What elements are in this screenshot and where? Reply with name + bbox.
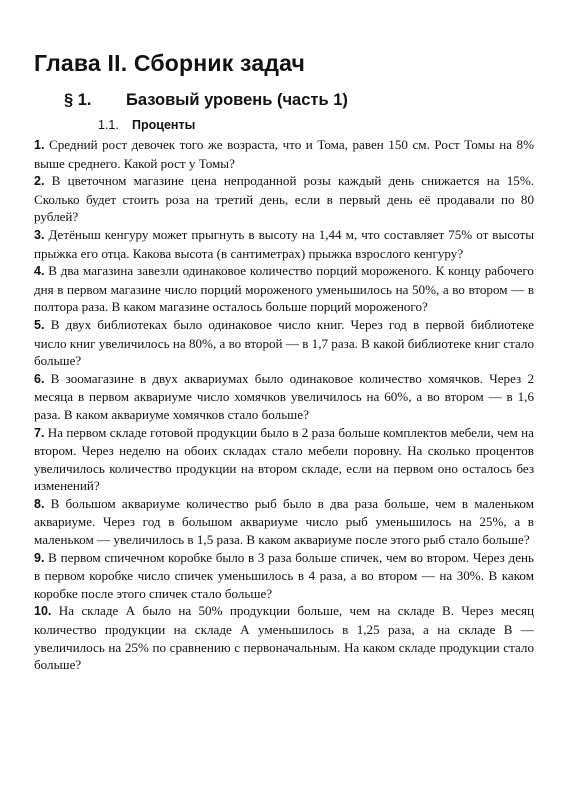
problem-item bbox=[34, 136, 534, 172]
problem-number: 7. bbox=[34, 425, 45, 440]
problem-item bbox=[34, 172, 534, 226]
problem-text: В зоомагазине в двух аквариумах было одинаковое количество хомячков. Через 2 месяца в первом аквариуме число хомячков увеличилось на 60%, а во втором — в 1,6 раза. В каком аквариуме хомячков стало больше? bbox=[34, 370, 534, 422]
section-heading bbox=[64, 91, 534, 110]
problem-number: 9. bbox=[34, 550, 45, 565]
problem-item bbox=[34, 549, 534, 603]
problem-item bbox=[34, 262, 534, 316]
problem-number: 5. bbox=[34, 317, 45, 332]
problem-number: 8. bbox=[34, 496, 45, 511]
problem-text: В цветочном магазине цена непроданной розы каждый день снижается на 15%. Сколько будет стоить роза на третий день, если в первый день её продавали по 80 рублей? bbox=[34, 173, 535, 225]
problem-list bbox=[34, 136, 534, 674]
section-title: Базовый уровень (часть 1) bbox=[126, 91, 348, 109]
subsection-title: Проценты bbox=[132, 118, 196, 132]
problem-number: 2. bbox=[34, 174, 45, 189]
problem-number: 6. bbox=[34, 371, 45, 386]
problem-text: На первом складе готовой продукции было в 2 раза больше комплектов мебели, чем на втором. Через неделю на обоих складах стало мебели поровну. На сколько процентов увеличилось количество продукции на втором складе, если на первом оно осталось без изменений? bbox=[34, 424, 534, 494]
subsection-heading bbox=[98, 118, 534, 132]
problem-number: 10. bbox=[34, 604, 52, 619]
problem-text: В два магазина завезли одинаковое количество порций мороженого. К концу рабочего дня в первом магазине число порций мороженого уменьшилось на 50%, а во втором — в полтора раза. В каком магазине осталось больше порций мороженого? bbox=[34, 263, 534, 315]
chapter-title: Глава II. Сборник задач bbox=[34, 50, 306, 76]
problem-item bbox=[34, 495, 534, 549]
subsection-number: 1.1. bbox=[98, 118, 119, 132]
section-number: § 1. bbox=[64, 91, 92, 109]
problem-number: 4. bbox=[34, 264, 45, 279]
problem-text: Детёныш кенгуру может прыгнуть в высоту на 1,44 м, что составляет 75% от высоты прыжка его отца. Какова высота (в сантиметрах) прыжка взрослого кенгуру? bbox=[34, 226, 534, 261]
problem-text: В большом аквариуме количество рыб было в два раза больше, чем в маленьком аквариуме. Через год в большом аквариуме число рыб уменьшилось на 25%, а в маленьком — увеличилось в 1,5 раза. В каком аквариуме после этого рыб стало больше? bbox=[34, 495, 534, 548]
problem-text: В двух библиотеках было одинаковое число книг. Через год в первой библиотеке число книг увеличилось на 80%, а во второй — в 1,7 раза. В какой библиотеке книг стало больше? bbox=[34, 316, 535, 369]
problem-number: 3. bbox=[34, 227, 45, 242]
problem-item bbox=[34, 602, 534, 673]
problem-item bbox=[34, 424, 534, 495]
problem-text: На складе А было на 50% продукции больше, чем на складе В. Через месяц количество продукции на складе А уменьшилось в 1,25 раза, а на складе В — увеличилось на 25% по сравнению с первоначальным. На каком складе продукции стало больше? bbox=[34, 603, 534, 673]
problem-text: Средний рост девочек того же возраста, что и Тома, равен 150 см. Рост Томы на 8% выше среднего. Какой рост у Томы? bbox=[34, 137, 534, 171]
problem-text: В первом спичечном коробке было в 3 раза больше спичек, чем во втором. Через день в первом коробке число спичек уменьшилось в 4 раза, а во втором — на 30%. В каком коробке после этого спичек стало больше? bbox=[34, 549, 534, 601]
problem-number: 1. bbox=[34, 138, 45, 152]
problem-item bbox=[34, 370, 534, 424]
problem-item bbox=[34, 316, 534, 370]
problem-item bbox=[34, 226, 534, 262]
